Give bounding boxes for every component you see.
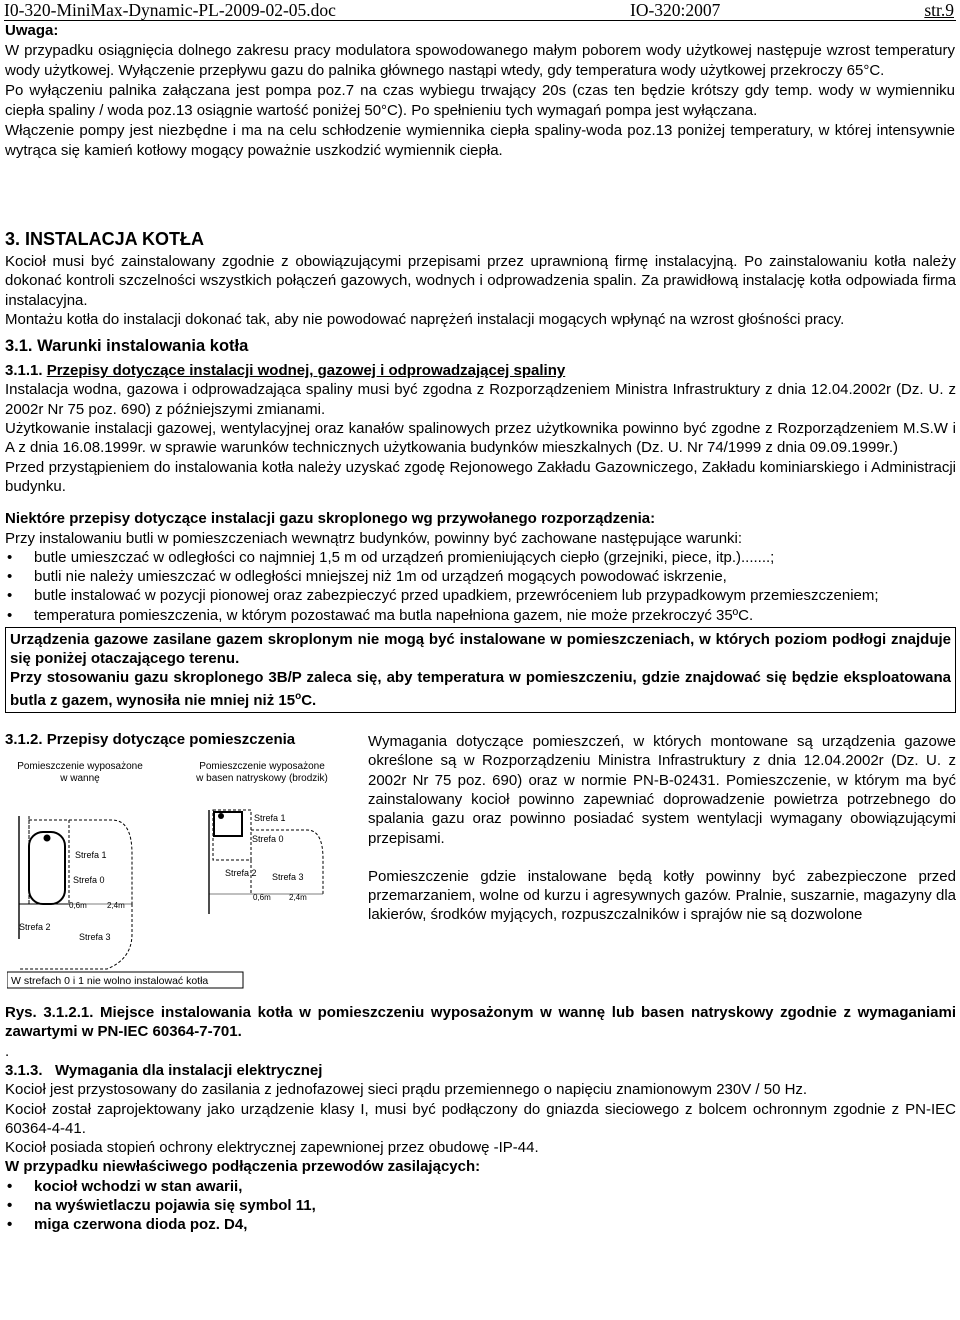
note-block (5, 21, 955, 161)
section-3-1-title: 3.1. Warunki instalowania kotła (5, 337, 249, 356)
list-item: • butli nie należy umieszczać w odległości mniejszej niż 1m od urządzeń mogących powodować iskrzenie, (5, 567, 956, 586)
note-title: Uwaga: (5, 22, 59, 39)
dimension-label: 0,6m (69, 901, 87, 911)
header-page-number: str.9 (924, 0, 954, 20)
note-paragraph-3: Włączenie pompy jest niezbędne i ma na celu schłodzenie wymiennika ciepła spaliny-woda poz.13 poniżej temperatury, w której intensywnie wytrąca się kamień kotłowy mogący poważnie uszkodzić wymiennik ciepła. (5, 122, 955, 159)
section-3-1-3-paragraph-1: Kocioł jest przystosowany do zasilania z jednofazowej sieci prądu przemiennego o napięciu znamionowym 230V / 50 Hz. (5, 1081, 808, 1099)
section-3-1-3-paragraph-2: Kocioł został zaprojektowany jako urządzenie klasy I, musi być podłączony do gniazda sieciowego z bolcem ochronnym zgodnie z PN-IEC 60364-4-41. (5, 1100, 956, 1137)
page-header (4, 0, 956, 21)
dimension-label: 2,4m (107, 901, 125, 911)
main-content (5, 226, 956, 1235)
degree-mark: o (295, 691, 302, 703)
zone-label: Strefa 1 (254, 813, 286, 824)
zone-label: Strefa 0 (73, 875, 105, 886)
section-3-1-2-paragraph-2: Pomieszczenie gdzie instalowane będą kotły powinny być zabezpieczone przed przemarzaniem, wolne od kurzu i agresywnych gazów. Pralnie, suszarnie, magazyny dla lakierów, środków myjących, rozpuszczalników i sprajów nie są dozwolone (368, 867, 956, 924)
section-3-1-3-title: Wymagania dla instalacji elektrycznej (55, 1061, 323, 1079)
lpg-intro: Przy instalowaniu butli w pomieszczeniach wewnątrz budynków, powinny być zachowane następujące warunki: (5, 529, 743, 547)
section-3-paragraph-1: Kocioł musi być zainstalowany zgodnie z obowiązującymi przepisami przez uprawnioną firmę instalacyjną. Po zainstalowaniu kotła należy dokonać kontroli szczelności wszystkich połączeń gazowych, wodnych i odprowadzenia spalin. Za prawidłową instalację kotła odpowiada firma instalacyjna. (5, 253, 956, 309)
label-right-line-1: Pomieszczenie wyposażone (199, 761, 325, 773)
section-3-1-1-paragraph-2: Użytkowanie instalacji gazowej, wentylacyjnej oraz kanałów spalinowych przez użytkownika powinno być zgodne z Rozporządzeniem M.S.W i A z dnia 16.08.1999r. w sprawie warunków technicznych użytkowania budynków mieszkalnych (Dz. U. Nr 74/1999 z dnia 09.09.1999r.) (5, 420, 956, 457)
label-left-line-1: Pomieszczenie wyposażone (17, 761, 143, 773)
list-item: • miga czerwona dioda poz. D4, (5, 1215, 956, 1234)
section-3-title: 3. INSTALACJA KOTŁA (5, 229, 205, 249)
section-3-1-3-heading (5, 1061, 956, 1080)
section-3-1-2-title: 3.1.2. Przepisy dotyczące pomieszczenia (5, 731, 296, 749)
zone-label: Strefa 3 (79, 932, 111, 943)
section-3-1-1-heading (5, 361, 956, 380)
tap-icon (44, 835, 51, 842)
header-filename: I0-320-MiniMax-Dynamic-PL-2009-02-05.doc (4, 0, 336, 20)
zone-label: Strefa 2 (225, 868, 257, 879)
list-item: • temperatura pomieszczenia, w którym pozostawać ma butla napełniona gazem, nie może przekroczyć 35ºC. (5, 606, 956, 625)
lpg-warning-2-text: Przy stosowaniu gazu skroplonego 3B/P zaleca się, aby temperatura w pomieszczeniu, gdzie znajdować się będzie eksploatowana butla z gazem, wynosiła nie mniej niż 15 (10, 669, 951, 710)
note-paragraph-2: Po wyłączeniu palnika załączana jest pompa poz.7 na czas wybiegu trwający 20s (czas ten będzie krótszy gdy temp. wody w wymienniku ciepła spaliny / woda poz.13 osiągnie wartość poniżej 50°C). Po spełnieniu tych wymagań pompa jest wyłączana. (5, 82, 955, 119)
section-3-1-2-paragraph-1: Wymagania dotyczące pomieszczeń, w których montowane są urządzenia gazowe określone są w Rozporządzeniu Ministra Infrastruktury z dnia 12.04.2002r (Dz. U. z 2002r Nr 75 poz. 690) oraz w normie PN-B-02431. Pomieszczenie, w którym ma być zainstalowany kocioł powinno zapewniać doprowadzenie powietrza potrzebnego do spalania gazu oraz powinno posiadać system wentylacji wymagany obowiązującymi przepisami. (368, 733, 956, 847)
list-item: • butle umieszczać w odległości co najmniej 1,5 m od urządzeń promieniujących ciepło (grzejniki, piece, itp.).......; (5, 548, 956, 567)
label-right-line-2: w basen natryskowy (brodzik) (196, 773, 328, 785)
lpg-title: Niektóre przepisy dotyczące instalacji gazu skroplonego wg przywołanego rozporządzenia: (5, 510, 656, 528)
lpg-rules-list (5, 548, 956, 625)
lpg-warning-box (5, 627, 956, 713)
section-3-paragraph-2: Montażu kotła do instalacji dokonać tak, aby nie powodować naprężeń instalacji mogących wpłynąć na wzrost głośności pracy. (5, 310, 845, 328)
header-code: IO-320:2007 (630, 0, 721, 20)
list-item: • na wyświetlaczu pojawia się symbol 11, (5, 1196, 956, 1215)
note-paragraph-1: W przypadku osiągnięcia dolnego zakresu pracy modulatora spowodowanego małym poborem wody użytkowej następuje wzrost temperatury wody użytkowej. Wyłączenie przepływu gazu do palnika głównego nastąpi wtedy, gdy temperatura wody użytkowej przekroczy 65°C. (5, 42, 955, 79)
section-3-1-2 (5, 730, 956, 992)
section-3-1-1-paragraph-1: Instalacja wodna, gazowa i odprowadzająca spaliny musi być zgodna z Rozporządzeniem Ministra Infrastruktury z dnia 12.04.2002r (Dz. U. z 2002r Nr 75 poz. 690) z późniejszymi zmianami. (5, 381, 956, 418)
section-3-1-2-right-column (368, 732, 956, 925)
lpg-warning-2-unit: C. (301, 692, 317, 710)
lpg-warning-1: Urządzenia gazowe zasilane gazem skroplonym nie mogą być instalowane w pomieszczeniach, w których poziom podłogi znajduje się poniżej otaczającego terenu. (10, 631, 951, 668)
zone-label: Strefa 3 (272, 872, 304, 883)
section-3-1-3-number: 3.1.3. (5, 1061, 43, 1079)
dimension-label: 0,6m (253, 893, 271, 903)
list-item: • butle instalować w pozycji pionowej oraz zabezpieczyć przed upadkiem, przewróceniem lub przypadkowym przemieszczeniem; (5, 586, 956, 605)
zone-label: Strefa 0 (252, 834, 284, 845)
section-3-1-3-paragraph-4: W przypadku niewłaściwego podłączenia przewodów zasilających: (5, 1158, 481, 1176)
section-3-1-3-paragraph-3: Kocioł posiada stopień ochrony elektrycznej zapewnionej przez obudowę -IP-44. (5, 1139, 539, 1157)
list-item: • kocioł wchodzi w stan awarii, (5, 1177, 956, 1196)
lpg-warning-2 (10, 668, 951, 710)
section-3-1-1-paragraph-3: Przed przystąpieniem do instalowania kotła należy uzyskać zgodę Rejonowego Zakładu Gazowniczego, Zakładu kominiarskiego i Administracji budynku. (5, 458, 956, 495)
bathtub-outline (29, 832, 65, 904)
dimension-label: 2,4m (289, 893, 307, 903)
bathroom-zones-figure (7, 754, 349, 990)
figure-caption: Rys. 3.1.2.1. Miejsce instalowania kotła w pomieszczeniu wyposażonym w wannę lub basen natryskowy zgodnie z wymaganiami zawartymi w PN-IEC 60364-7-701. (5, 1004, 956, 1041)
figure-footer-text: W strefach 0 i 1 nie wolno instalować kotła (11, 975, 209, 988)
zone-label: Strefa 1 (75, 850, 107, 861)
section-3-1-2-left-column (5, 730, 360, 750)
label-left-line-2: w wannę (60, 773, 100, 785)
zone-label: Strefa 2 (19, 922, 51, 933)
section-3-1-1-number: 3.1.1. (5, 362, 43, 380)
caption-dot: . (5, 1042, 10, 1060)
section-3-1-1-title: Przepisy dotyczące instalacji wodnej, gazowej i odprowadzającej spaliny (46, 362, 566, 380)
fault-symptoms-list (5, 1177, 956, 1235)
shower-head-icon (218, 813, 224, 819)
bathroom-zones-diagram (7, 754, 349, 990)
